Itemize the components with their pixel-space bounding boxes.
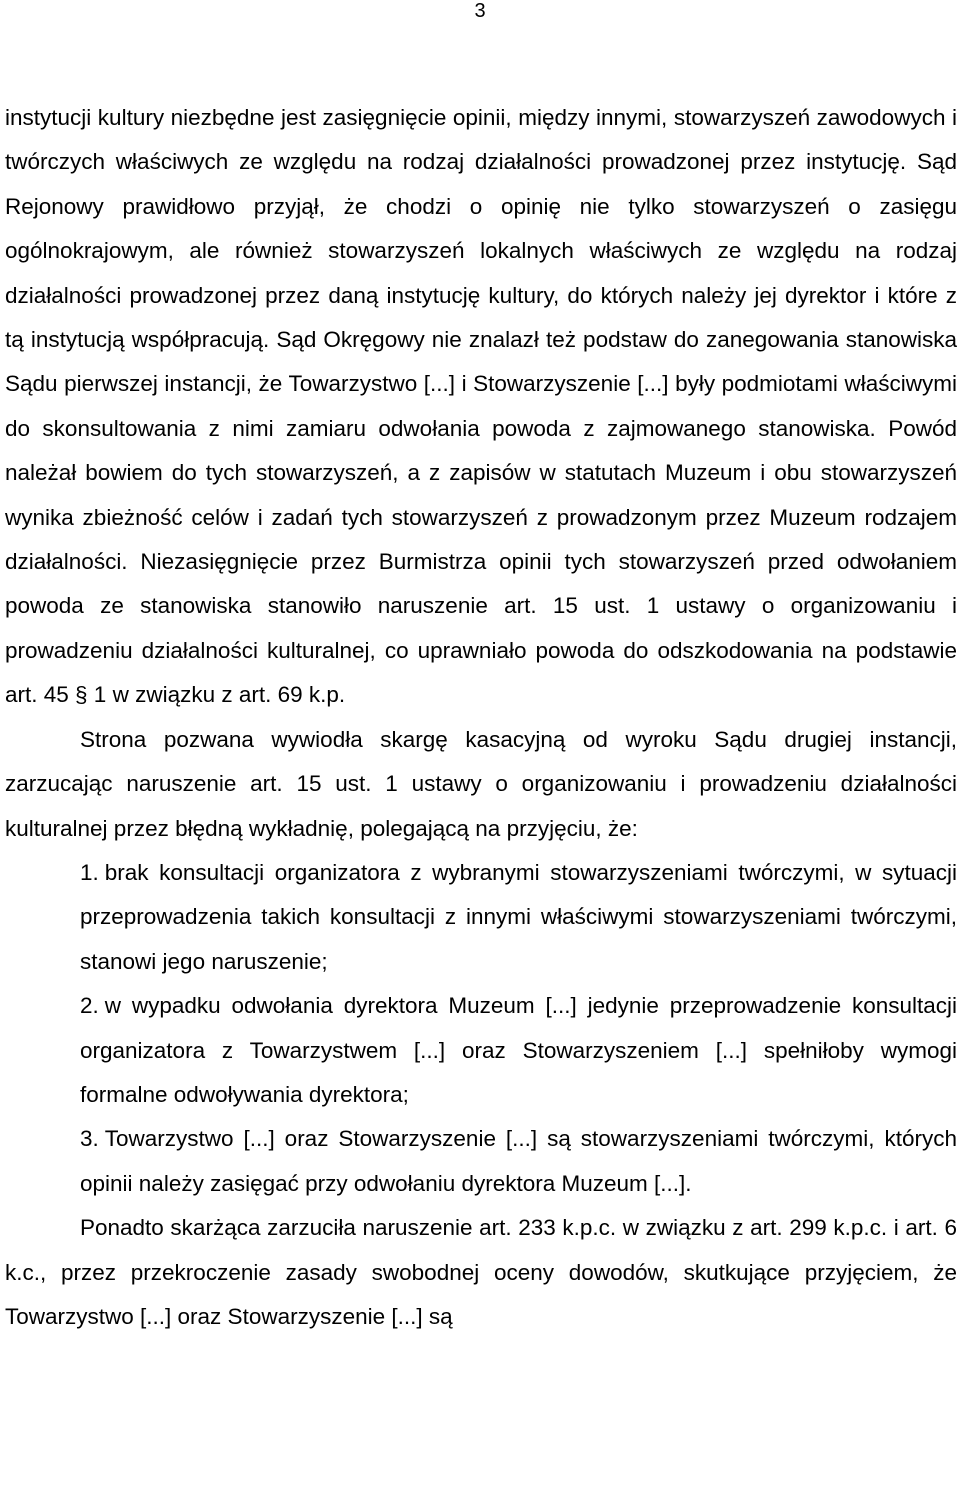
list-item-number: 1. <box>80 859 99 885</box>
charges-list <box>5 851 957 1206</box>
paragraph-1: instytucji kultury niezbędne jest zasięgnięcie opinii, między innymi, stowarzyszeń zawodowych i twórczych właściwych ze względu na rodzaj działalności prowadzonej przez instytucję. Sąd Rejonowy prawidłowo przyjął, że chodzi o opinię nie tylko stowarzyszeń o zasięgu ogólnokrajowym, ale również stowarzyszeń lokalnych właściwych ze względu na rodzaj działalności prowadzonej przez daną instytucję kultury, do których należy jej dyrektor i które z tą instytucją współpracują. Sąd Okręgowy nie znalazł też podstaw do zanegowania stanowiska Sądu pierwszej instancji, że Towarzystwo [...] i Stowarzyszenie [...] były podmiotami właściwymi do skonsultowania z nimi zamiaru odwołania powoda z zajmowanego stanowiska. Powód należał bowiem do tych stowarzyszeń, a z zapisów w statutach Muzeum i obu stowarzyszeń wynika zbieżność celów i zadań tych stowarzyszeń z prowadzonym przez Muzeum rodzajem działalności. Niezasięgnięcie przez Burmistrza opinii tych stowarzyszeń przed odwołaniem powoda ze stanowiska stanowiło naruszenie art. 15 ust. 1 ustawy o organizowaniu i prowadzeniu działalności kulturalnej, co uprawniało powoda do odszkodowania na podstawie art. 45 § 1 w związku z art. 69 k.p. <box>5 105 957 708</box>
list-item-text: brak konsultacji organizatora z wybranymi stowarzyszeniami twórczymi, w sytuacji przeprowadzenia takich konsultacji z innymi właściwymi stowarzyszeniami twórczymi, stanowi jego naruszenie; <box>80 859 957 974</box>
list-item <box>80 984 957 1117</box>
list-item-text: w wypadku odwołania dyrektora Muzeum [...] jedynie przeprowadzenie konsultacji organizatora z Towarzystwem [...] oraz Stowarzyszeniem [...] spełniłoby wymogi formalne odwoływania dyrektora; <box>80 993 957 1107</box>
paragraph-2: Strona pozwana wywiodła skargę kasacyjną od wyroku Sądu drugiej instancji, zarzucając naruszenie art. 15 ust. 1 ustawy o organizowaniu i prowadzeniu działalności kulturalnej przez błędną wykładnię, polegającą na przyjęciu, że: <box>5 726 957 841</box>
list-item <box>80 1117 957 1206</box>
page-number: 3 <box>474 0 486 22</box>
document-body <box>5 96 957 1339</box>
list-item-number: 2. <box>80 993 99 1019</box>
paragraph-3: Ponadto skarżąca zarzuciła naruszenie art. 233 k.p.c. w związku z art. 299 k.p.c. i art. 6 k.c., przez przekroczenie zasady swobodnej oceny dowodów, skutkujące przyjęciem, że Towarzystwo [...] oraz Stowarzyszenie [...] są <box>5 1215 957 1329</box>
list-item-number: 3. <box>80 1126 99 1152</box>
list-item-text: Towarzystwo [...] oraz Stowarzyszenie [...] są stowarzyszeniami twórczymi, których opinii należy zasięgać przy odwołaniu dyrektora Muzeum [...]. <box>80 1126 957 1196</box>
list-item <box>80 851 957 984</box>
